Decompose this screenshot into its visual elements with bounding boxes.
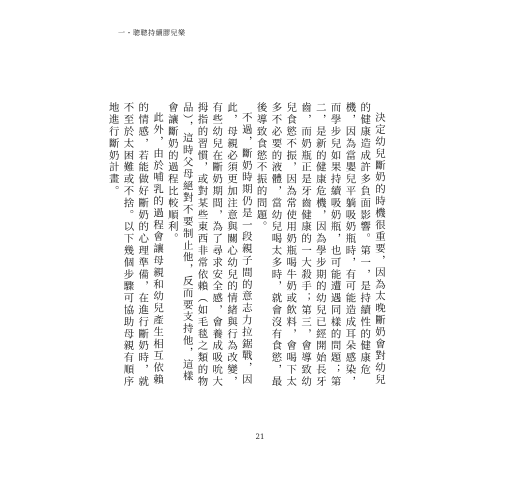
body-text	[106, 102, 386, 392]
paragraph: 決定幼兒斷奶的時機很重要，因為太晚斷奶會對幼兒的健康造成許多負面影響。第一，是持續性的健康危機，因為當嬰兒平躺吸奶瓶時，有可能造成耳朵感染，而學步兒如果持續吸奶瓶，也可能遭遇同樣的問題；第二，是新的健康危機，因為學步期的幼兒已經開始長牙齒，而奶瓶正是牙齒健康的一大殺手；第三，會導致幼兒食慾不振，因為常使用奶瓶喝牛奶或飲料，會喝下太多不必要的液體，當幼兒喝太多時，就會沒有食慾，最後導致食慾不振的問題。	[254, 102, 385, 388]
running-head: 一・聰聰持續膠兒樂	[118, 29, 186, 37]
page-number: 21	[255, 433, 265, 441]
paragraph: 不過，斷奶時期仍是一段親子間的意志力拉鋸戰，因此，母親必須更加注意與關心幼兒的情緒與行為改變，有些幼兒在斷奶期間，為了尋求安全感，會養成吸吮大拇指的習慣，或對某些東西非常依賴（如毛毯之類的物品），這時父母絕對不要制止他，反而要支持他，這樣會讓斷奶的過程比較順利。	[165, 102, 252, 388]
paragraph: 此外，由於哺乳的過程會讓母親和幼兒產生相互依賴的情感，若能做好斷奶的心理準備，在進行斷奶時，就不至於太困難或不捨。以下幾個步驟可協助母親有順序地進行斷奶計畫。	[106, 102, 164, 388]
